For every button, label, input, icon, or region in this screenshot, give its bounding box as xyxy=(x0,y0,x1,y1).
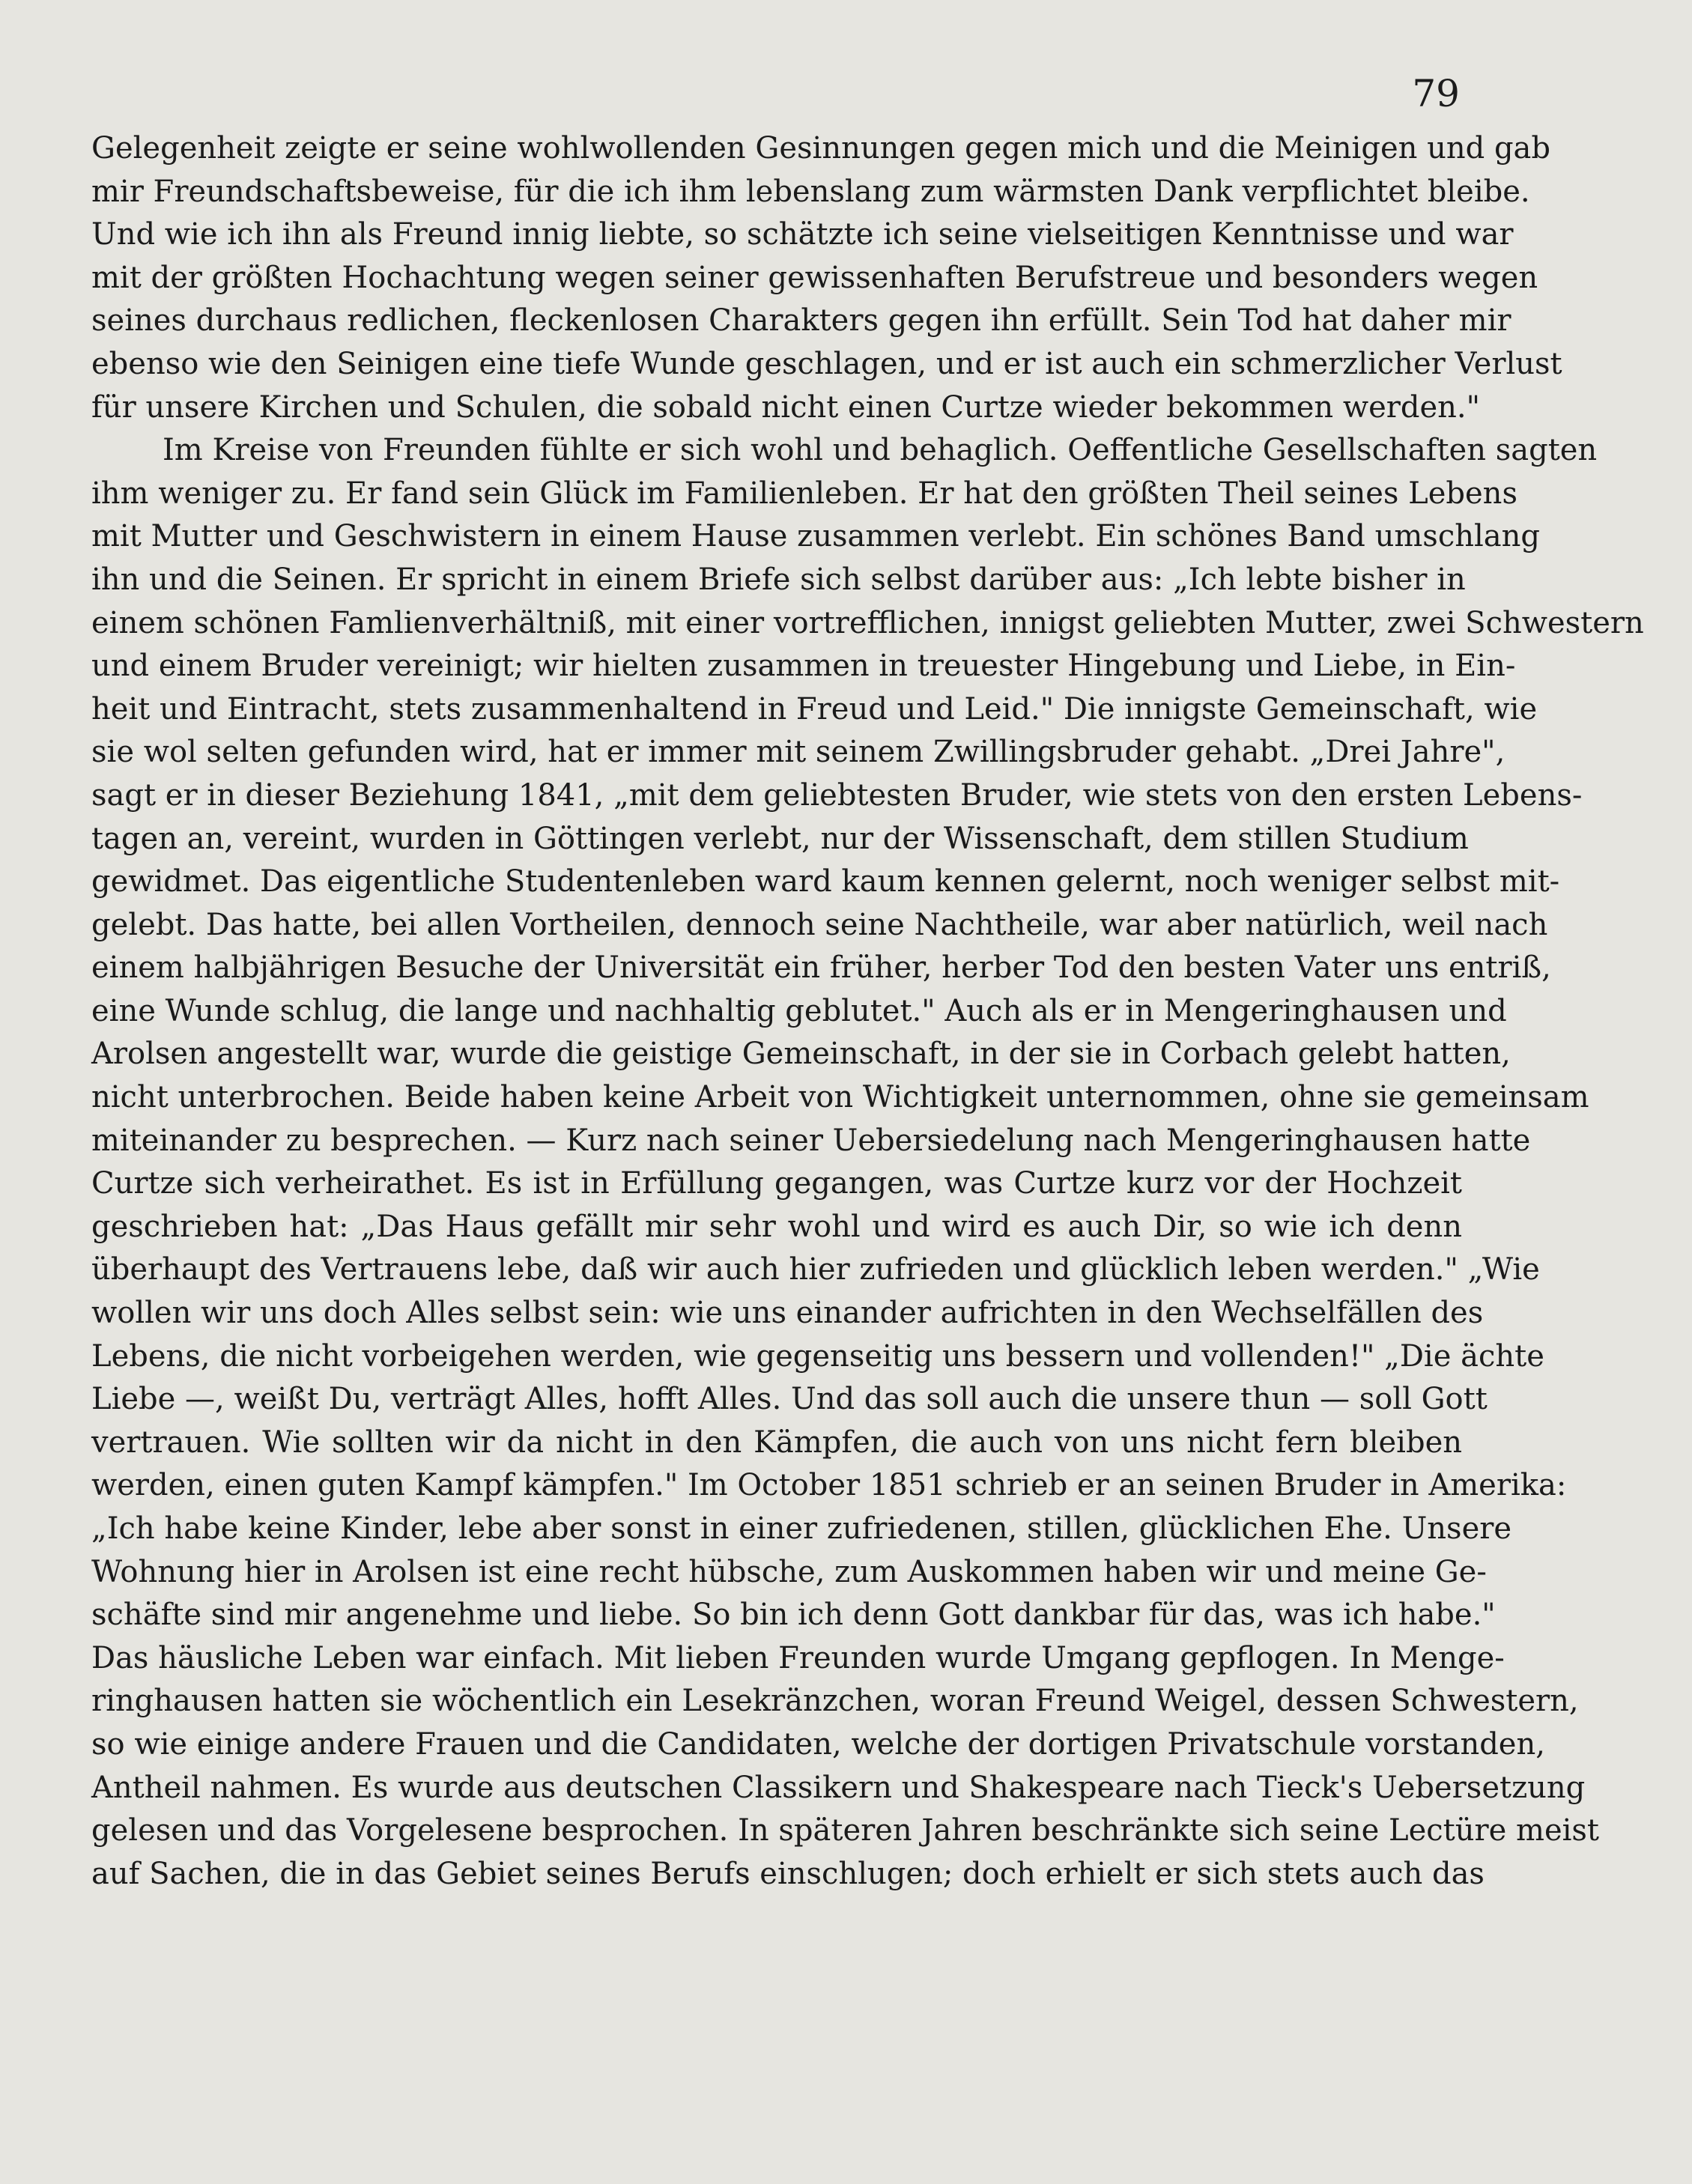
text-line: mit der größten Hochachtung wegen seiner gewissenhaften Berufstreue und besonders wegen xyxy=(91,260,1538,295)
text-line: gelesen und das Vorgelesene besprochen. In späteren Jahren beschränkte sich seine Lectüre meist xyxy=(91,1813,1600,1848)
text-line: „Ich habe keine Kinder, lebe aber sonst in einer zufriedenen, stillen, glücklichen Ehe. Unsere xyxy=(91,1511,1512,1546)
text-line: werden, einen guten Kampf kämpfen." Im October 1851 schrieb er an seinen Bruder in Amerika: xyxy=(91,1468,1567,1503)
body-text xyxy=(91,127,1644,1896)
text-line: einem halbjährigen Besuche der Universität ein früher, herber Tod den besten Vater uns entriß, xyxy=(91,950,1551,986)
text-line: Antheil nahmen. Es wurde aus deutschen Classikern und Shakespeare nach Tieck's Uebersetzung xyxy=(91,1770,1586,1805)
text-line: nicht unterbrochen. Beide haben keine Arbeit von Wichtigkeit unternommen, ohne sie gemeinsam xyxy=(91,1080,1589,1115)
text-line: mit Mutter und Geschwistern in einem Hause zusammen verlebt. Ein schönes Band umschlang xyxy=(91,519,1540,554)
text-line: Curtze sich verheirathet. Es ist in Erfüllung gegangen, was Curtze kurz vor der Hochzeit xyxy=(91,1166,1462,1201)
text-line: und einem Bruder vereinigt; wir hielten zusammen in treuester Hingebung und Liebe, in Ein- xyxy=(91,649,1516,684)
text-line: seines durchaus redlichen, fleckenlosen Charakters gegen ihn erfüllt. Sein Tod hat daher mir xyxy=(91,303,1511,339)
text-line: tagen an, vereint, wurden in Göttingen verlebt, nur der Wissenschaft, dem stillen Studium xyxy=(91,821,1469,856)
text-line: auf Sachen, die in das Gebiet seines Berufs einschlugen; doch erhielt er sich stets auch das xyxy=(91,1856,1485,1891)
text-line: Und wie ich ihn als Freund innig liebte, so schätzte ich seine vielseitigen Kenntnisse und war xyxy=(91,217,1514,252)
text-line: sagt er in dieser Beziehung 1841, „mit dem geliebtesten Bruder, wie stets von den ersten Lebens- xyxy=(91,777,1583,813)
text-line: wollen wir uns doch Alles selbst sein: wie uns einander aufrichten in den Wechselfällen des xyxy=(91,1296,1484,1331)
paragraph-end-line: für unsere Kirchen und Schulen, die sobald nicht einen Curtze wieder bekommen werden." xyxy=(91,389,1481,425)
text-line: sie wol selten gefunden wird, hat er immer mit seinem Zwillingsbruder gehabt. „Drei Jahre", xyxy=(91,735,1505,770)
text-line: mir Freundschaftsbeweise, für die ich ihm lebenslang zum wärmsten Dank verpflichtet bleibe. xyxy=(91,174,1530,209)
page-number: 79 xyxy=(1412,72,1460,115)
text-line: heit und Eintracht, stets zusammenhaltend in Freud und Leid." Die innigste Gemeinschaft, wie xyxy=(91,691,1538,727)
text-line: Lebens, die nicht vorbeigehen werden, wie gegenseitig uns bessern und vollenden!" „Die ächte xyxy=(91,1338,1544,1374)
text-line: eine Wunde schlug, die lange und nachhaltig geblutet." Auch als er in Mengeringhausen und xyxy=(91,993,1507,1028)
text-line: schäfte sind mir angenehme und liebe. So bin ich denn Gott dankbar für das, was ich habe." xyxy=(91,1598,1496,1633)
paragraph-start-line: Im Kreise von Freunden fühlte er sich wohl und behaglich. Oeffentliche Gesellschaften sagten xyxy=(163,433,1598,468)
text-line: überhaupt des Vertrauens lebe, daß wir auch hier zufrieden und glücklich leben werden." „Wie xyxy=(91,1252,1540,1287)
text-line: Gelegenheit zeigte er seine wohlwollenden Gesinnungen gegen mich und die Meinigen und gab xyxy=(91,131,1551,166)
text-line: so wie einige andere Frauen und die Candidaten, welche der dortigen Privatschule vorstanden, xyxy=(91,1726,1545,1762)
text-line: Das häusliche Leben war einfach. Mit lieben Freunden wurde Umgang gepflogen. In Menge- xyxy=(91,1640,1505,1675)
text-line: Wohnung hier in Arolsen ist eine recht hübsche, zum Auskommen haben wir und meine Ge- xyxy=(91,1554,1487,1589)
text-line: ihm weniger zu. Er fand sein Glück im Familienleben. Er hat den größten Theil seines Lebens xyxy=(91,476,1517,511)
text-line: Liebe —, weißt Du, verträgt Alles, hofft Alles. Und das soll auch die unsere thun — soll Gott xyxy=(91,1382,1488,1417)
text-line: miteinander zu besprechen. — Kurz nach seiner Uebersiedelung nach Mengeringhausen hatte xyxy=(91,1123,1531,1158)
text-line: vertrauen. Wie sollten wir da nicht in den Kämpfen, die auch von uns nicht fern bleiben xyxy=(91,1425,1462,1460)
text-line: Arolsen angestellt war, wurde die geistige Gemeinschaft, in der sie in Corbach gelebt hatten, xyxy=(91,1037,1511,1072)
text-line: einem schönen Famlienverhältniß, mit einer vortrefflichen, innigst geliebten Mutter, zwei Schwestern xyxy=(91,605,1644,640)
text-line: geschrieben hat: „Das Haus gefällt mir sehr wohl und wird es auch Dir, so wie ich denn xyxy=(91,1209,1462,1244)
text-line: gewidmet. Das eigentliche Studentenleben ward kaum kennen gelernt, noch weniger selbst mit- xyxy=(91,864,1560,900)
text-line: ihn und die Seinen. Er spricht in einem Briefe sich selbst darüber aus: „Ich lebte bisher in xyxy=(91,562,1466,597)
text-line: ebenso wie den Seinigen eine tiefe Wunde geschlagen, und er ist auch ein schmerzlicher Verlust xyxy=(91,346,1562,381)
text-line: ringhausen hatten sie wöchentlich ein Lesekränzchen, woran Freund Weigel, dessen Schwestern, xyxy=(91,1684,1579,1719)
text-line: gelebt. Das hatte, bei allen Vortheilen, dennoch seine Nachtheile, war aber natürlich, weil nach xyxy=(91,907,1548,942)
